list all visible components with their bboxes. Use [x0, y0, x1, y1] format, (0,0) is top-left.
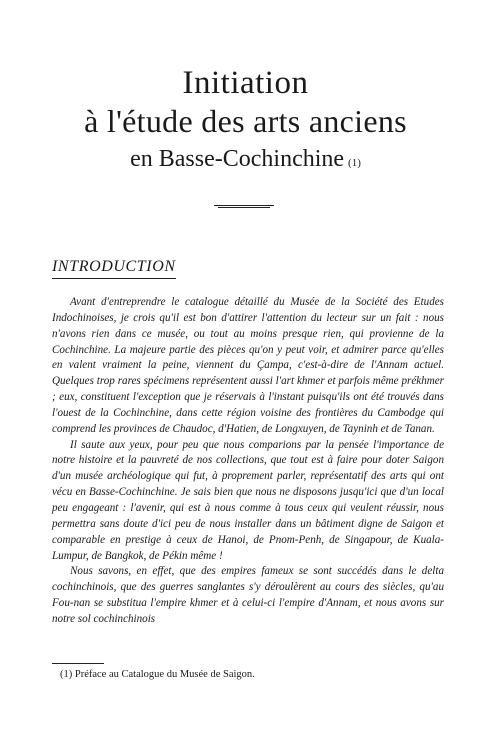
paragraph: Il saute aux yeux, pour peu que nous comparions par la pensée l'importance de notre histoire et la pauvreté de nos collections, que tout est à faire pour doter Saigon d'un musée archéologique qui fut, à proprement parler, représentatif des arts qui ont vécu en Basse-Cochinchine. Je sais bien que nous ne disposons jusqu'ici que d'un local peu engageant : l'avenir, qui est à nous comme à tous ceux qui veulent réussir, nous permettra sans doute d'ici peu de nous installer dans un bâtiment digne de Saigon et comparable en prestige à ceux de Hanoi, de Pnom-Penh, de Singapour, de Kuala-Lumpur, de Bangkok, de Pékin même ! — [52, 438, 444, 562]
footnote: (1) Préface au Catalogue du Musée de Saigon. — [60, 669, 255, 680]
paragraph: Nous savons, en effet, que des empires fameux se sont succédés dans le delta cochinchinois, que des guerres sanglantes s'y déroulèrent au cours des siècles, qu'au Fou-nan se substitua l'empire khmer et à celui-ci l'empire d'Annam, et nous avons sur notre sol cochinchinois — [52, 565, 444, 625]
title-line-3 — [0, 142, 491, 176]
body-text — [52, 295, 444, 628]
title-line-1: Initiation — [182, 65, 309, 101]
section-heading: INTRODUCTION — [52, 258, 176, 279]
footnote-reference: (1) — [348, 157, 361, 169]
title-divider — [214, 205, 274, 206]
subtitle-text: en Basse-Cochinchine — [130, 146, 345, 172]
footnote-divider — [52, 663, 104, 664]
paragraph: Avant d'entreprendre le catalogue détaillé du Musée de la Société des Etudes Indochinoises, je crois qu'il est bon d'attirer l'attention du lecteur sur un fait : nous n'avons rien dans ce musée, ou tout au moins presque rien, qui provienne de la Cochinchine. La majeure partie des pièces qu'on y peut voir, et admirer parce qu'elles en valent vraiment la peine, viennent du Çampa, c'est-à-dire de l'Annam actuel. Quelques trop rares spécimens représentent aussi l'art khmer et parfois même prékhmer ; eux, constituent l'exception que je réservais à l'instant puisqu'ils ont été trouvés dans l'ouest de la Cochinchine, dans cette région voisine des frontières du Cambodge qui comprend les provinces de Chaudoc, d'Hatien, de Longxuyen, de Tayninh et de Tanan. — [52, 296, 444, 435]
title-block — [0, 64, 491, 176]
title-line-2: à l'étude des arts anciens — [84, 103, 407, 139]
